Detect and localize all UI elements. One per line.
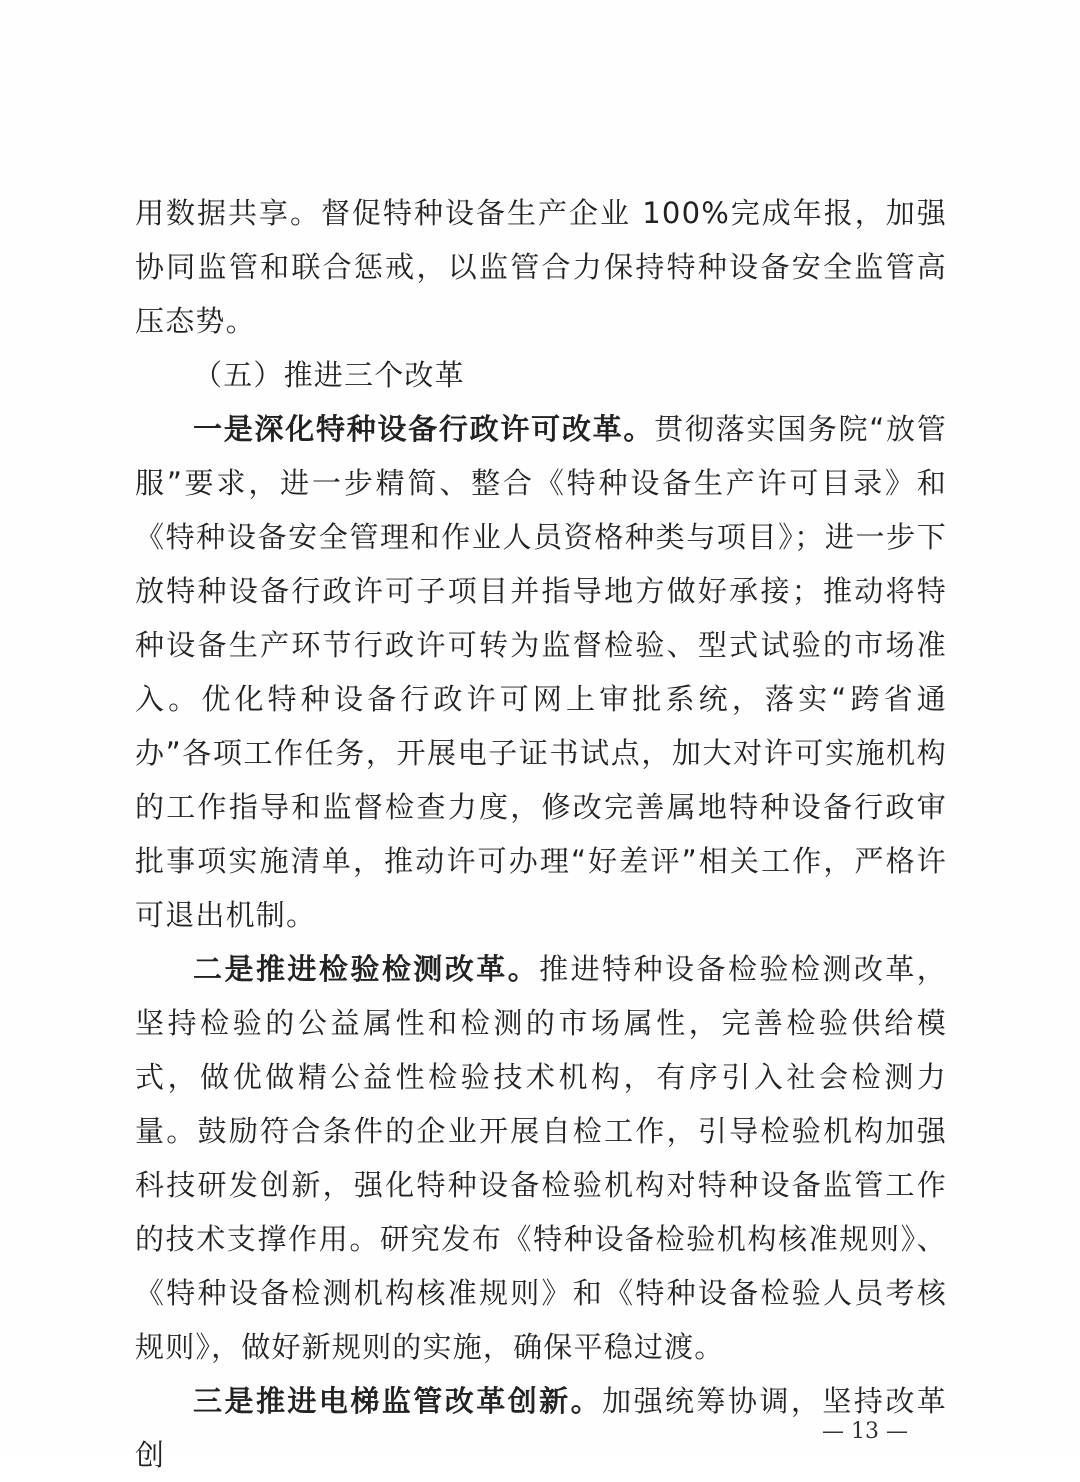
- paragraph-body: 加强统筹协调，坚持改革创: [135, 1384, 948, 1472]
- paragraph-lead: 一是深化特种设备行政许可改革。: [193, 412, 655, 446]
- paragraph-licensing-reform: [135, 402, 947, 942]
- paragraph-inspection-reform: [135, 942, 947, 1374]
- page-number: — 13 —: [822, 1419, 908, 1444]
- paragraph-lead: 三是推进电梯监管改革创新。: [193, 1384, 603, 1418]
- continuation-paragraph: 用数据共享。督促特种设备生产企业 100%完成年报，加强协同监管和联合惩戒，以监管合力保持特种设备安全监管高压态势。: [135, 196, 947, 338]
- paragraph-body: 推进特种设备检验检测改革，坚持检验的公益属性和检测的市场属性，完善检验供给模式，做优做精公益性检验技术机构，有序引入社会检测力量。鼓励符合条件的企业开展自检工作，引导检验机构加强科技研发创新，强化特种设备检验机构对特种设备监管工作的技术支撑作用。研究发布《特种设备检验机构核准规则》、《特种设备检测机构核准规则》和《特种设备检验人员考核规则》，做好新规则的实施，确保平稳过渡。: [135, 952, 948, 1364]
- paragraph-body: 贯彻落实国务院“放管服”要求，进一步精简、整合《特种设备生产许可目录》和《特种设备安全管理和作业人员资格种类与项目》；进一步下放特种设备行政许可子项目并指导地方做好承接；推动将特种设备生产环节行政许可转为监督检验、型式试验的市场准入。优化特种设备行政许可网上审批系统，落实“跨省通办”各项工作任务，开展电子证书试点，加大对许可实施机构的工作指导和监督检查力度，修改完善属地特种设备行政审批事项实施清单，推动许可办理“好差评”相关工作，严格许可退出机制。: [135, 412, 947, 932]
- section-heading: （五）推进三个改革: [193, 358, 465, 392]
- paragraph-lead: 二是推进检验检测改革。: [193, 952, 540, 986]
- document-body: [135, 186, 947, 1482]
